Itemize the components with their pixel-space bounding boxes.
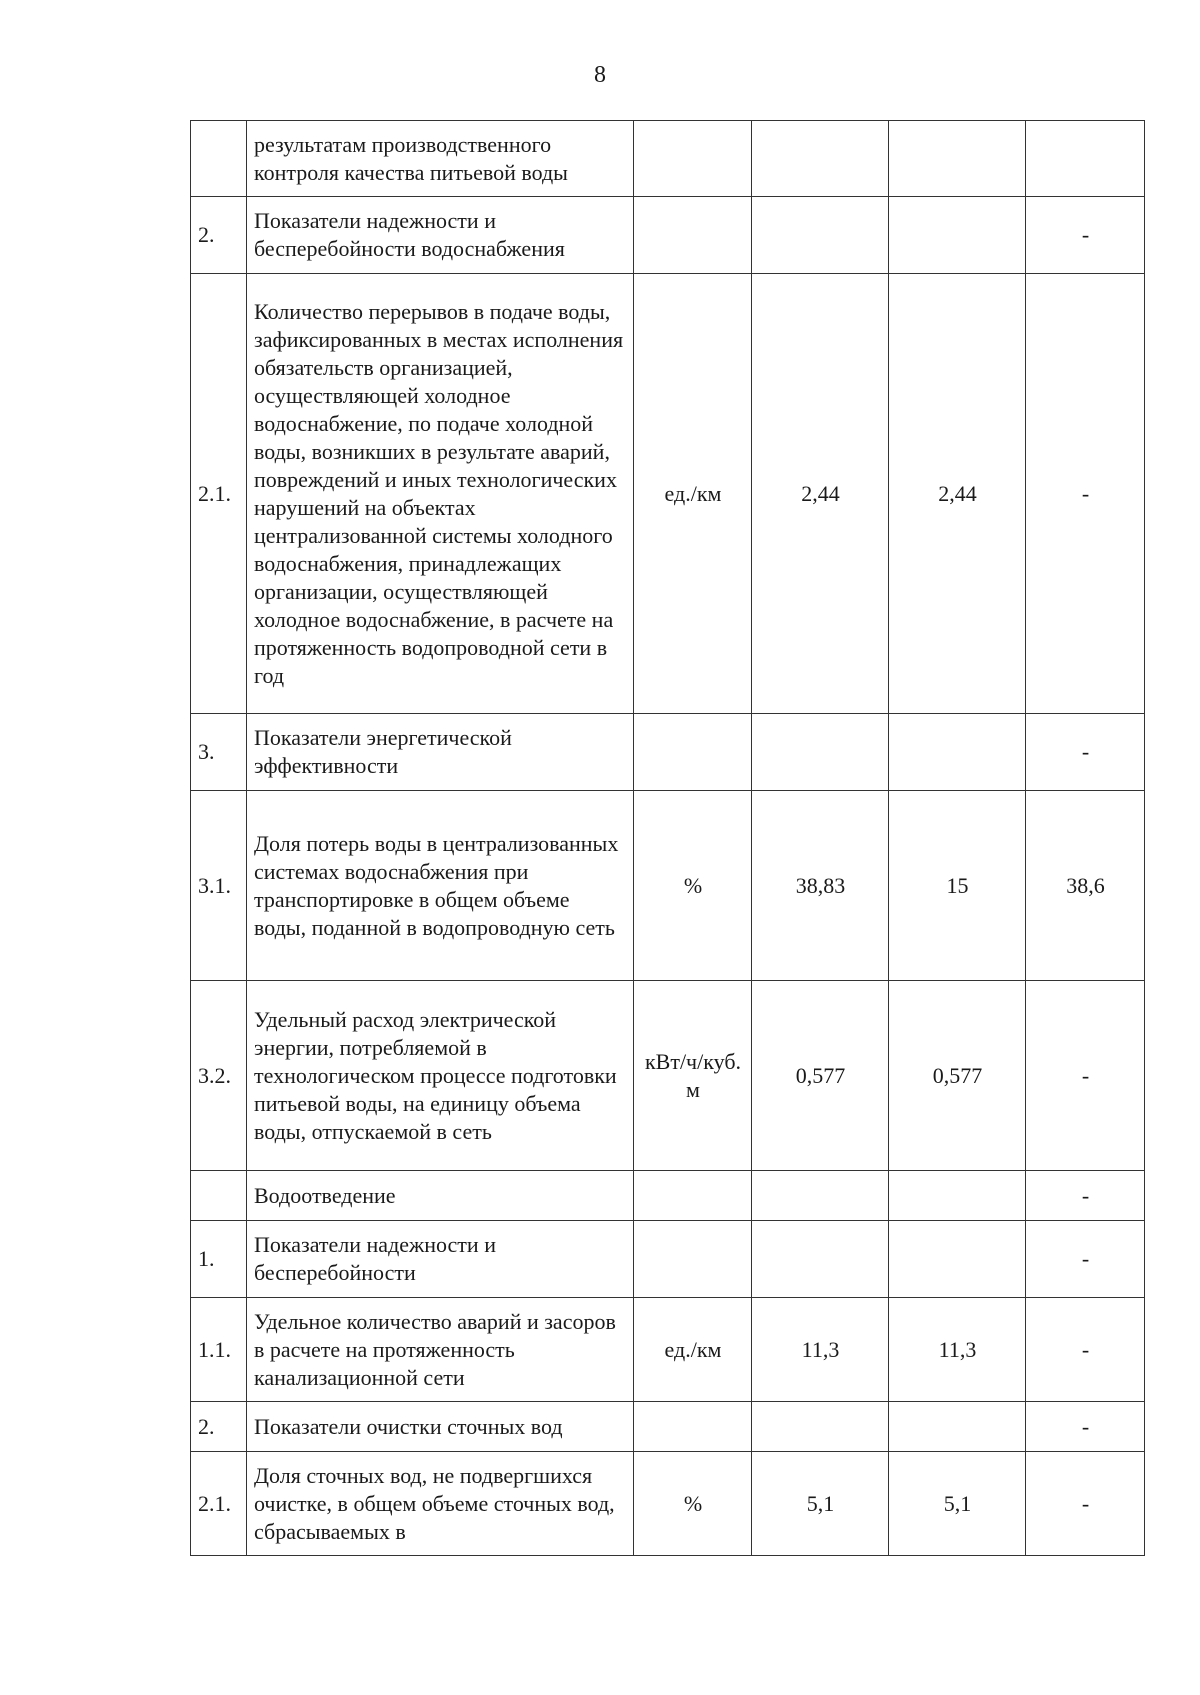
value-3-cell: - bbox=[1026, 274, 1145, 714]
unit-cell bbox=[634, 121, 752, 197]
value-1-cell bbox=[752, 714, 889, 791]
indicator-name-cell: Количество перерывов в подаче воды, зафиксированных в местах исполнения обязательств организацией, осуществляющей холодное водоснабжение, по подаче холодной воды, возникших в результате аварий, повреждений и иных технологических нарушений на объектах централизованной системы холодного водоснабжения, принадлежащих организации, осуществляющей холодное водоснабжение, в расчете на протяженность водопроводной сети в год bbox=[247, 274, 634, 714]
indicator-name-cell: Доля сточных вод, не подвергшихся очистке, в общем объеме сточных вод, сбрасываемых в bbox=[247, 1452, 634, 1556]
value-2-cell bbox=[889, 1402, 1026, 1452]
value-1-cell: 11,3 bbox=[752, 1298, 889, 1402]
table-row bbox=[191, 1402, 1145, 1452]
value-3-cell bbox=[1026, 121, 1145, 197]
row-number-cell: 2. bbox=[191, 1402, 247, 1452]
value-3-cell: - bbox=[1026, 1171, 1145, 1221]
value-2-cell: 5,1 bbox=[889, 1452, 1026, 1556]
table-body bbox=[191, 121, 1145, 1556]
table-row bbox=[191, 197, 1145, 274]
row-number-cell bbox=[191, 1171, 247, 1221]
indicator-name-cell: Показатели надежности и бесперебойности bbox=[247, 1221, 634, 1298]
unit-cell bbox=[634, 714, 752, 791]
row-number-cell: 2.1. bbox=[191, 274, 247, 714]
table-row bbox=[191, 1452, 1145, 1556]
value-1-cell bbox=[752, 1221, 889, 1298]
value-3-cell: - bbox=[1026, 1452, 1145, 1556]
unit-cell bbox=[634, 1402, 752, 1452]
value-3-cell: - bbox=[1026, 1402, 1145, 1452]
value-1-cell: 5,1 bbox=[752, 1452, 889, 1556]
value-1-cell bbox=[752, 1402, 889, 1452]
row-number-cell bbox=[191, 121, 247, 197]
table-row bbox=[191, 1221, 1145, 1298]
value-3-cell: - bbox=[1026, 197, 1145, 274]
unit-cell: % bbox=[634, 1452, 752, 1556]
unit-cell: ед./км bbox=[634, 274, 752, 714]
value-1-cell: 0,577 bbox=[752, 981, 889, 1171]
value-2-cell bbox=[889, 1221, 1026, 1298]
table-row bbox=[191, 981, 1145, 1171]
value-1-cell bbox=[752, 1171, 889, 1221]
row-number-cell: 1.1. bbox=[191, 1298, 247, 1402]
value-2-cell: 15 bbox=[889, 791, 1026, 981]
indicator-name-cell: Показатели энергетической эффективности bbox=[247, 714, 634, 791]
indicator-name-cell: Водоотведение bbox=[247, 1171, 634, 1221]
indicator-name-cell: Удельное количество аварий и засоров в расчете на протяженность канализационной сети bbox=[247, 1298, 634, 1402]
unit-cell: кВт/ч/куб. м bbox=[634, 981, 752, 1171]
value-3-cell: - bbox=[1026, 714, 1145, 791]
table-row bbox=[191, 791, 1145, 981]
value-3-cell: - bbox=[1026, 1221, 1145, 1298]
indicator-name-cell: результатам производственного контроля качества питьевой воды bbox=[247, 121, 634, 197]
value-2-cell bbox=[889, 714, 1026, 791]
table-row bbox=[191, 1298, 1145, 1402]
unit-cell bbox=[634, 1171, 752, 1221]
row-number-cell: 3.2. bbox=[191, 981, 247, 1171]
value-2-cell: 2,44 bbox=[889, 274, 1026, 714]
indicator-name-cell: Показатели очистки сточных вод bbox=[247, 1402, 634, 1452]
unit-cell: % bbox=[634, 791, 752, 981]
row-number-cell: 3.1. bbox=[191, 791, 247, 981]
value-3-cell: 38,6 bbox=[1026, 791, 1145, 981]
value-2-cell bbox=[889, 121, 1026, 197]
row-number-cell: 2.1. bbox=[191, 1452, 247, 1556]
indicator-name-cell: Доля потерь воды в централизованных системах водоснабжения при транспортировке в общем объеме воды, поданной в водопроводную сеть bbox=[247, 791, 634, 981]
table-row bbox=[191, 274, 1145, 714]
unit-cell bbox=[634, 197, 752, 274]
indicator-name-cell: Удельный расход электрической энергии, потребляемой в технологическом процессе подготовки питьевой воды, на единицу объема воды, отпускаемой в сеть bbox=[247, 981, 634, 1171]
table-row bbox=[191, 121, 1145, 197]
value-3-cell: - bbox=[1026, 981, 1145, 1171]
value-2-cell: 0,577 bbox=[889, 981, 1026, 1171]
value-2-cell bbox=[889, 1171, 1026, 1221]
value-2-cell: 11,3 bbox=[889, 1298, 1026, 1402]
row-number-cell: 2. bbox=[191, 197, 247, 274]
value-1-cell bbox=[752, 197, 889, 274]
value-1-cell: 2,44 bbox=[752, 274, 889, 714]
indicator-name-cell: Показатели надежности и бесперебойности водоснабжения bbox=[247, 197, 634, 274]
row-number-cell: 1. bbox=[191, 1221, 247, 1298]
page-number: 8 bbox=[594, 62, 606, 88]
table-row bbox=[191, 714, 1145, 791]
value-1-cell bbox=[752, 121, 889, 197]
indicators-table bbox=[190, 120, 1145, 1556]
unit-cell: ед./км bbox=[634, 1298, 752, 1402]
value-3-cell: - bbox=[1026, 1298, 1145, 1402]
value-1-cell: 38,83 bbox=[752, 791, 889, 981]
row-number-cell: 3. bbox=[191, 714, 247, 791]
value-2-cell bbox=[889, 197, 1026, 274]
unit-cell bbox=[634, 1221, 752, 1298]
table-row bbox=[191, 1171, 1145, 1221]
